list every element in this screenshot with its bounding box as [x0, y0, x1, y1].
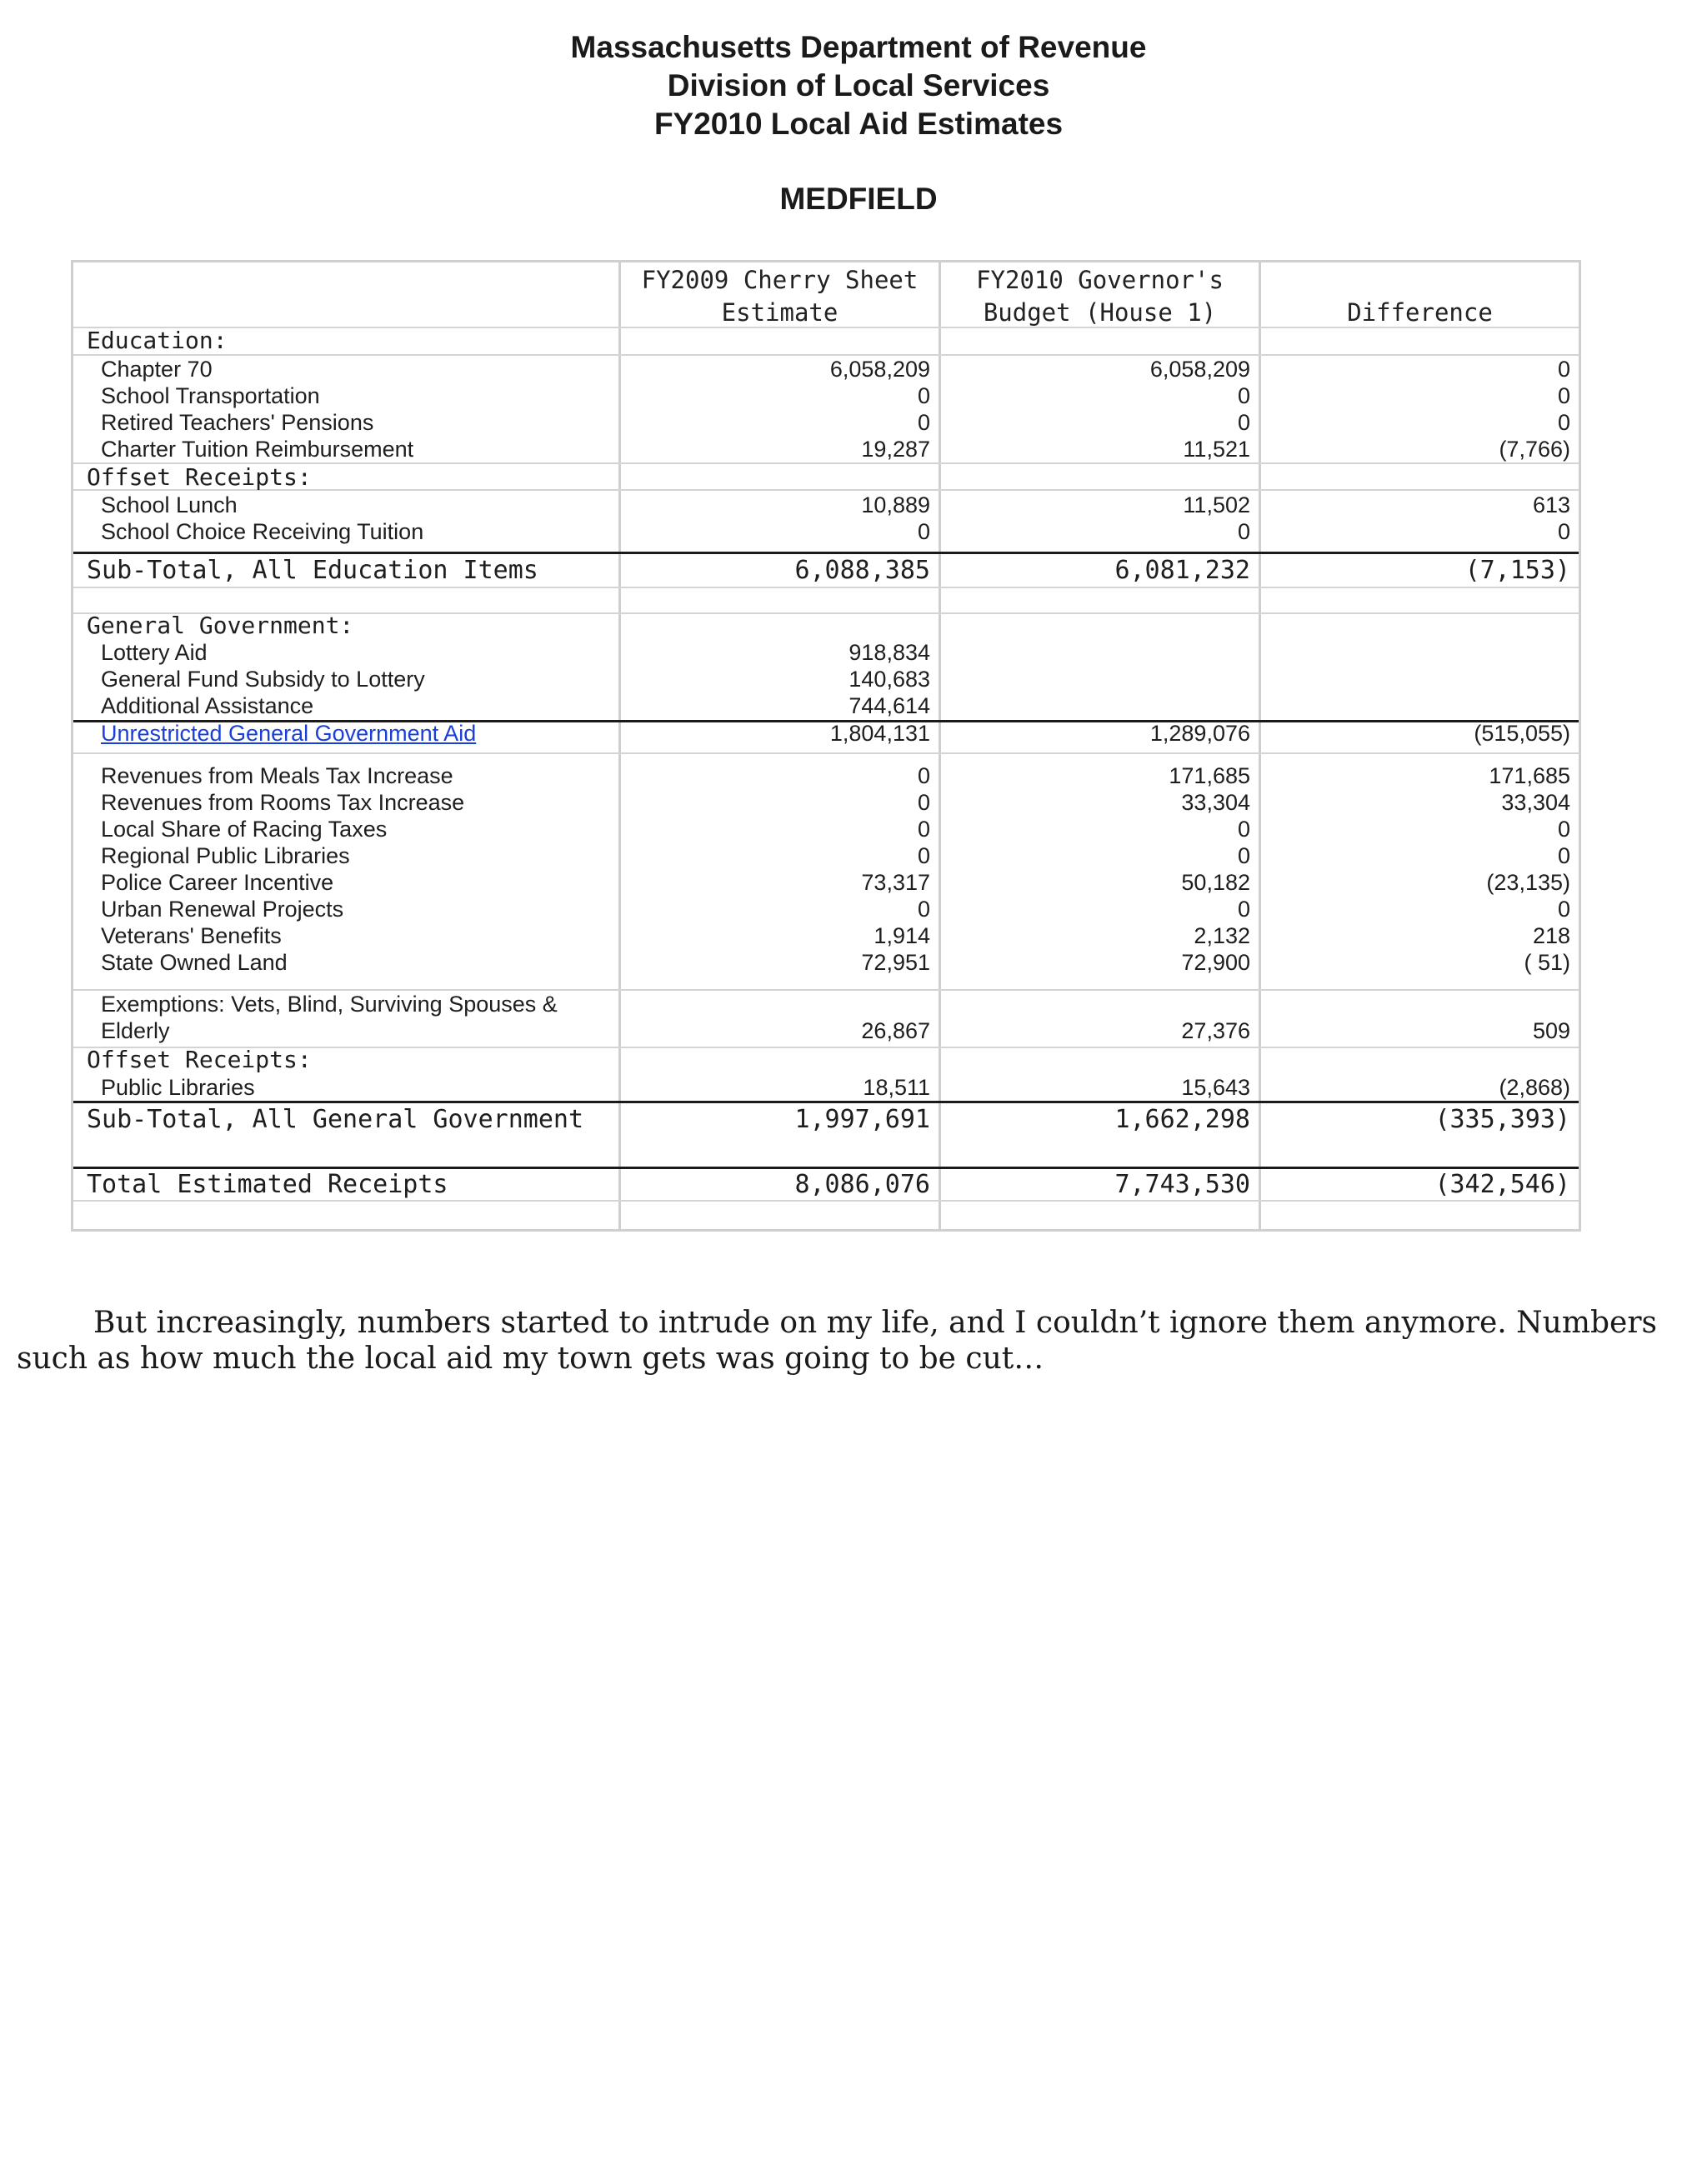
table-row: Chapter 70 6,058,209 6,058,209 0 — [101, 357, 1570, 382]
subtotal-row-general: Sub-Total, All General Government 1,997,691 1,662,298 (335,393) — [87, 1105, 1570, 1134]
subtotal-row-education: Sub-Total, All Education Items 6,088,385 6,081,232 (7,153) — [87, 556, 1570, 585]
table-row-exemptions: Exemptions: Vets, Blind, Surviving Spouses & — [101, 992, 558, 1017]
table-row: School Lunch 10,889 11,502 613 — [101, 492, 1570, 517]
table-row: Revenues from Meals Tax Increase 0 171,685 171,685 — [101, 763, 1570, 788]
table-row: Retired Teachers' Pensions 0 0 0 — [101, 410, 1570, 435]
col-header-fy2010: FY2010 Governor's Budget (House 1) — [976, 266, 1224, 327]
header-line-2: Division of Local Services — [667, 68, 1050, 102]
table-row: Regional Public Libraries 0 0 0 — [101, 843, 1570, 868]
table-row: Veterans' Benefits 1,914 2,132 218 — [101, 923, 1570, 948]
table-row: Urban Renewal Projects 0 0 0 — [101, 897, 1570, 922]
table-row: General Fund Subsidy to Lottery 140,683 — [101, 667, 930, 692]
local-aid-table — [71, 260, 1581, 1232]
table-row: Charter Tuition Reimbursement 19,287 11,521 (7,766) — [101, 437, 1570, 462]
section-heading-general: General Government: — [87, 612, 354, 639]
section-heading-offset: Offset Receipts: — [87, 463, 312, 491]
table-row: Public Libraries 18,511 15,643 (2,868) — [101, 1075, 1570, 1100]
report-header — [467, 28, 1250, 143]
table-row: Lottery Aid 918,834 — [101, 640, 930, 665]
town-name: MEDFIELD — [779, 182, 938, 216]
caption-paragraph: But increasingly, numbers started to intrude on my life, and I couldn’t ignore them anymore. Numbers such as how much the local aid my town gets was going to be cut… — [17, 1306, 1658, 1376]
table-row: School Choice Receiving Tuition 0 0 0 — [101, 519, 1570, 544]
table-row-ugga: Unrestricted General Government Aid 1,804,131 1,289,076 (515,055) — [101, 721, 1570, 746]
table-row: Police Career Incentive 73,317 50,182 (23,135) — [101, 870, 1570, 895]
table-row: School Transportation 0 0 0 — [101, 383, 1570, 408]
header-line-1: Massachusetts Department of Revenue — [570, 30, 1147, 64]
header-line-3: FY2010 Local Aid Estimates — [653, 107, 1064, 141]
ugga-link[interactable]: Unrestricted General Government Aid — [101, 721, 477, 746]
row-divider — [73, 752, 1579, 754]
table-row-exemptions-cont: Elderly 26,867 27,376 509 — [101, 1018, 1570, 1043]
section-heading-offset: Offset Receipts: — [87, 1046, 312, 1073]
section-heading-education: Education: — [87, 327, 228, 354]
table-row: Additional Assistance 744,614 — [101, 693, 930, 718]
col-header-difference: Difference — [1347, 298, 1493, 327]
col-header-fy2009: FY2009 Cherry Sheet Estimate — [641, 266, 919, 327]
total-row: Total Estimated Receipts 8,086,076 7,743,530 (342,546) — [87, 1170, 1570, 1199]
table-row: State Owned Land 72,951 72,900 ( 51) — [101, 950, 1570, 975]
table-row: Revenues from Rooms Tax Increase 0 33,304 33,304 — [101, 790, 1570, 815]
table-row: Local Share of Racing Taxes 0 0 0 — [101, 817, 1570, 842]
